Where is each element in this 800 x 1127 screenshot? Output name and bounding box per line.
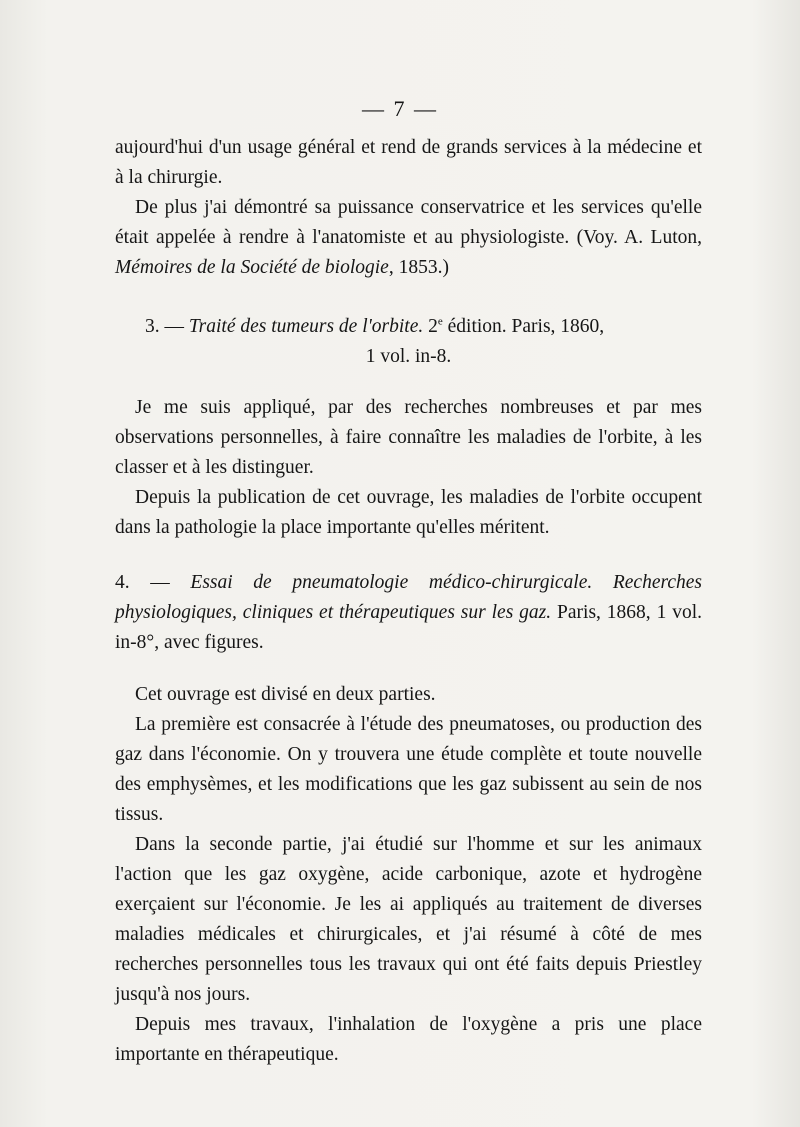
section-4-number: 4. — — [115, 572, 191, 593]
section-4-paragraph-4: Depuis mes travaux, l'inhalation de l'oxygène a pris une place importante en thérapeutique. — [115, 1014, 702, 1065]
section-3-title: Traité des tumeurs de l'orbite. — [188, 316, 424, 337]
section-4-heading — [115, 568, 702, 658]
intro-paragraph-1: aujourd'hui d'un usage général et rend de grands services à la médecine et à la chirurgie. — [115, 137, 702, 188]
section-4-title: Essai de pneumatologie médico-chirurgicale. Recherches physiologiques, cliniques et thérapeutiques sur les gaz. — [115, 572, 702, 623]
page-number: — 7 — — [362, 96, 438, 121]
section-3-paragraph-1: Je me suis appliqué, par des recherches nombreuses et par mes observations personnelles, à faire connaître les maladies de l'orbite, à les classer et à les distinguer. — [115, 397, 702, 478]
section-3-heading — [115, 312, 702, 372]
intro-citation-title: Mémoires de la Société de biologie — [115, 257, 389, 278]
section-3-volume: 1 vol. in-8. — [365, 346, 452, 367]
section-3-reference — [115, 312, 702, 342]
section-3-edition-num: 2 — [423, 316, 438, 337]
section-4-paragraph-3: Dans la seconde partie, j'ai étudié sur l'homme et sur les animaux l'action que les gaz oxygène, acide carbonique, azote et hydrogène exerçaient sur l'économie. Je les ai appliqués au traitement de diverses maladies médicales et chirurgicales, et j'ai résumé à côté de mes recherches personnelles tous les travaux qui ont été faits depuis Priestley jusqu'à nos jours. — [115, 834, 702, 1005]
intro-paragraph-2-start: De plus j'ai démontré sa puissance conservatrice et les services qu'elle était appelée à rendre à l'anatomiste et au physiologiste. (Voy. A. Luton, — [115, 197, 702, 248]
section-3-edition-sup: e — [437, 315, 443, 328]
section-3-edition-rest: édition. Paris, 1860, — [442, 316, 605, 337]
section-4-paragraph-1: Cet ouvrage est divisé en deux parties. — [135, 684, 436, 705]
section-4-body — [115, 680, 702, 1070]
section-3-number: 3. — — [145, 316, 189, 337]
intro-paragraph-2-end: , 1853.) — [388, 257, 449, 278]
section-3-body — [115, 393, 702, 543]
section-4-rest: Paris, 1868, 1 vol. in-8°, avec figures. — [115, 602, 702, 653]
intro-block — [115, 133, 702, 283]
section-4-reference — [115, 568, 702, 658]
intro-paragraph-2 — [115, 193, 702, 283]
section-3-paragraph-2: Depuis la publication de cet ouvrage, les maladies de l'orbite occupent dans la pathologie la place importante qu'elles méritent. — [115, 487, 702, 538]
section-4-paragraph-2: La première est consacrée à l'étude des pneumatoses, ou production des gaz dans l'économie. On y trouvera une étude complète et toute nouvelle des emphysèmes, et les modifications que les gaz subissent au sein de nos tissus. — [115, 714, 702, 825]
